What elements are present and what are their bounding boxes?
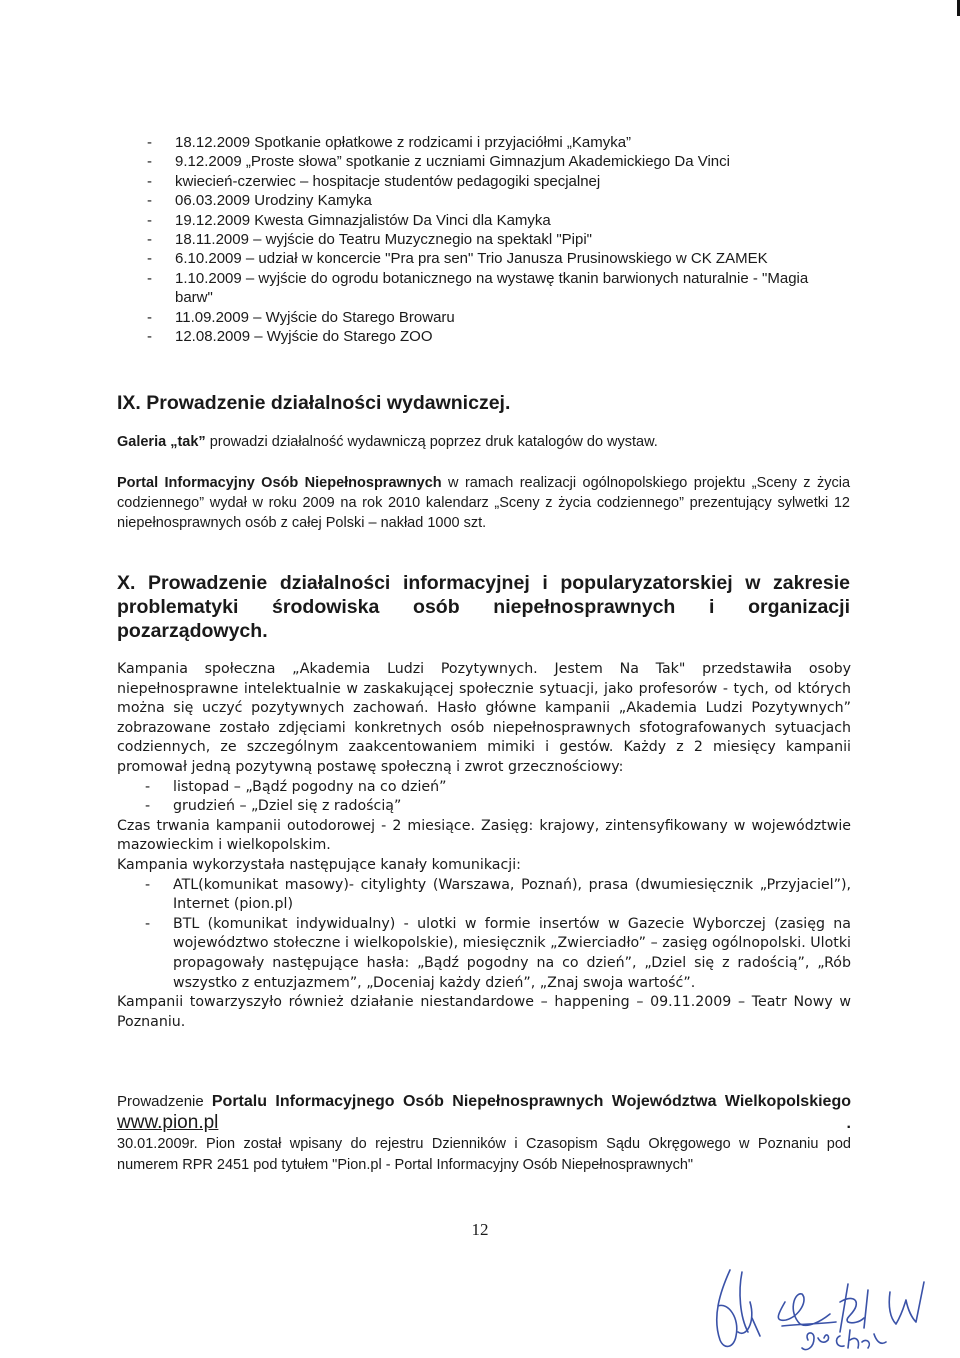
galeria-paragraph xyxy=(117,432,850,452)
portal-suffix: . xyxy=(218,1115,851,1132)
handwritten-signatures xyxy=(690,1262,950,1358)
happening-paragraph: Kampanii towarzyszyło również działanie niestandardowe – happening – 09.11.2009 – Teatr Nowy w Poznaniu. xyxy=(117,994,851,1030)
list-item: - 18.12.2009 Spotkanie opłatkowe z rodzicami i przyjaciółmi „Kamyka” xyxy=(175,133,845,152)
campaign-intro: Kampania społeczna „Akademia Ludzi Pozytywnych. Jestem Na Tak" przedstawiła osoby niepełnosprawne intelektualnie w zaskakującej społecznie sytuacji, jako profesorów - tych, od których można się uczyć pozytywnych zachowań. Hasło główne kampanii „Akademia Ludzi Pozytywnych” zobrazowane zostało zdjęciami konkretnych osób niepełnosprawnych sfotografowanych sytuacjach codziennych, ze szczególnym zaakcentowaniem mimiki i gestów. Każdy z 2 miesięcy kampanii promował jedną pozytywną postawę społeczną i zwrot grzecznościowy: xyxy=(117,661,851,775)
portal-prefix: Prowadzenie xyxy=(117,1093,212,1110)
portal-title xyxy=(117,1091,851,1134)
portal-name: Portal Informacyjny Osób Niepełnosprawnych xyxy=(117,475,442,491)
list-item: - kwiecień-czerwiec – hospitacje studentów pedagogiki specjalnej xyxy=(175,172,845,191)
page-number: 12 xyxy=(471,1220,489,1239)
list-item: - 12.08.2009 – Wyjście do Starego ZOO xyxy=(175,327,845,346)
portal-section xyxy=(117,1091,851,1176)
months-list xyxy=(117,778,851,817)
portal-paragraph xyxy=(117,473,850,533)
campaign-duration: Czas trwania kampanii outodorowej - 2 miesiące. Zasięg: krajowy, zintensyfikowany w województwie mazowieckim i wielkopolskim. xyxy=(117,817,851,854)
portal-registration-text: 30.01.2009r. Pion został wpisany do rejestru Dzienników i Czasopism Sądu Okręgowego w Poznaniu pod numerem RPR 2451 pod tytułem "Pion.pl - Portal Informacyjny Osób Niepełnosprawnych" xyxy=(117,1136,851,1173)
list-item: - 06.03.2009 Urodziny Kamyka xyxy=(175,191,845,210)
list-item: - grudzień – „Dziel się z radością” xyxy=(173,797,851,817)
portal-link[interactable]: www.pion.pl xyxy=(117,1112,219,1133)
section-ix-heading: IX. Prowadzenie działalności wydawniczej. xyxy=(117,392,511,414)
events-list xyxy=(175,133,845,346)
channels-intro: Kampania wykorzystała następujące kanały komunikacji: xyxy=(117,856,521,873)
portal-bold-name: Portalu Informacyjnego Osób Niepełnosprawnych Województwa Wielkopolskiego xyxy=(211,1093,851,1110)
list-item: - 1.10.2009 – wyjście do ogrodu botanicznego na wystawę tkanin barwionych naturalnie - "Magia barw" xyxy=(175,269,845,308)
list-item: - 9.12.2009 „Proste słowa” spotkanie z uczniami Gimnazjum Akademickiego Da Vinci xyxy=(175,152,845,171)
galeria-name: Galeria „tak” xyxy=(117,434,206,450)
list-item: - 18.11.2009 – wyjście do Teatru Muzycznegio na spektakl "Pipi" xyxy=(175,230,845,249)
list-item: - BTL (komunikat indywidualny) - ulotki w formie insertów w Gazecie Wyborczej (zasięg na województwo stołeczne i wielkopolskie), miesięcznik „Zwierciadło” – zasięg ogólnopolski. Ulotki propagowały następujące hasła: „Bądź pogodny na co dzień”, „Dziel się z radością”, „Rób wszystko z entuzjazmem”, „Doceniaj każdy dzień”, „Znaj swoja wartość”. xyxy=(173,915,851,993)
list-item: - ATL(komunikat masowy)- citylighty (Warszawa, Poznań), prasa (dwumiesięcznik „Przyjaciel”), Internet (pion.pl) xyxy=(173,876,851,915)
list-item: - 19.12.2009 Kwesta Gimnazjalistów Da Vinci dla Kamyka xyxy=(175,211,845,230)
campaign-section xyxy=(117,660,851,1032)
portal-text: w ramach realizacji ogólnopolskiego projektu „Sceny z życia codziennego” wydał w roku 2009 na rok 2010 kalendarz „Sceny z życia codziennego” prezentujący sylwetki 12 niepełnosprawnych osób z całej Polski – nakład 1000 szt. xyxy=(117,475,851,531)
section-x-heading: X. Prowadzenie działalności informacyjnej i popularyzatorskiej w zakresie problematyki środowiska osób niepełnosprawnych i organizacji pozarządowych. xyxy=(117,572,850,642)
list-item: - 6.10.2009 – udział w koncercie "Pra pra sen" Trio Janusza Prusinowskiego w CK ZAMEK xyxy=(175,249,845,268)
galeria-text: prowadzi działalność wydawniczą poprzez druk katalogów do wystaw. xyxy=(205,434,658,450)
list-item: - listopad – „Bądź pogodny na co dzień” xyxy=(173,778,851,798)
channels-list xyxy=(117,876,851,994)
signature-strokes xyxy=(717,1270,924,1350)
list-item: - 11.09.2009 – Wyjście do Starego Browaru xyxy=(175,308,845,327)
